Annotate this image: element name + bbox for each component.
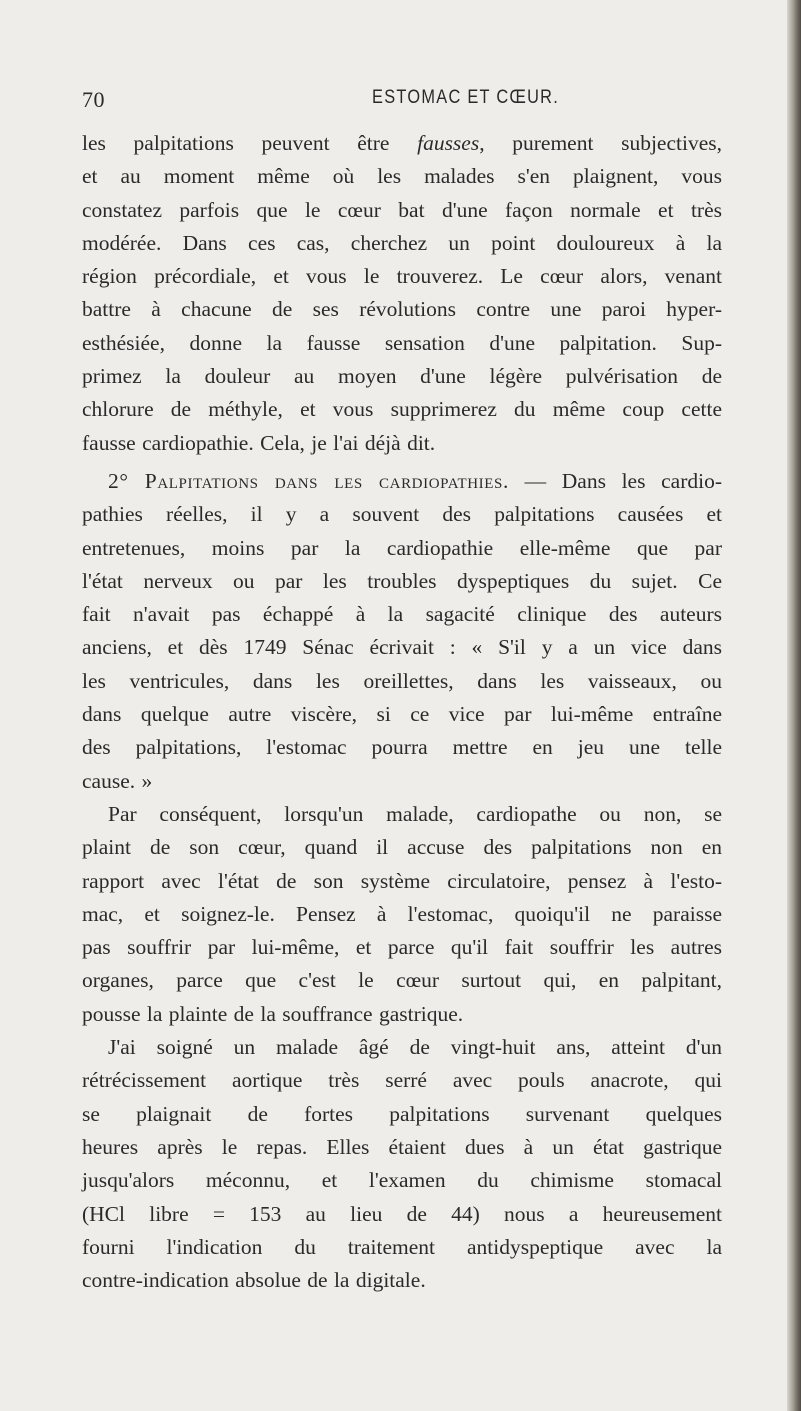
text-line: contre-indication absolue de la digitale. xyxy=(82,1268,426,1293)
text-line: fourni l'indication du traitement antidyspeptique avec la xyxy=(82,1234,722,1259)
text-line: (HCl libre = 153 au lieu de 44) nous a heureusement xyxy=(82,1201,722,1226)
text-line: organes, parce que c'est le cœur surtout qui, en palpitant, xyxy=(82,968,722,993)
text-line: J'ai soigné un malade âgé de vingt-huit ans, atteint d'un xyxy=(108,1035,722,1060)
text-line: constatez parfois que le cœur bat d'une façon normale et très xyxy=(82,197,722,222)
page-number: 70 xyxy=(82,87,105,112)
text-line: pousse la plainte de la souffrance gastrique. xyxy=(82,1001,464,1026)
text-line: battre à chacune de ses révolutions contre une paroi hyper- xyxy=(82,297,722,322)
text-line: région précordiale, et vous le trouverez. Le cœur alors, venant xyxy=(82,264,722,289)
text-line: les ventricules, dans les oreillettes, dans les vaisseaux, ou xyxy=(82,668,722,693)
text-line: mac, et soignez-le. Pensez à l'estomac, quoiqu'il ne paraisse xyxy=(82,901,722,926)
text-line: pas souffrir par lui-même, et parce qu'il fait souffrir les autres xyxy=(82,935,722,960)
text-line: anciens, et dès 1749 Sénac écrivait : « S'il y a un vice dans xyxy=(82,635,722,660)
section-heading-line: 2° Palpitations dans les cardiopathies. — Dans les cardio- xyxy=(108,468,722,493)
text-line: fausse cardiopathie. Cela, je l'ai déjà dit. xyxy=(82,430,436,455)
section-heading: 2° Palpitations dans les cardiopathies. xyxy=(108,468,509,493)
text-line: jusqu'alors méconnu, et l'examen du chimisme stomacal xyxy=(82,1168,722,1193)
emphasis-word: fausses xyxy=(417,131,480,155)
text-line: entretenues, moins par la cardiopathie elle-même que par xyxy=(82,535,722,560)
text-block xyxy=(82,127,722,1297)
text-line: et au moment même où les malades s'en plaignent, vous xyxy=(82,164,722,189)
text-line: cause. » xyxy=(82,768,153,793)
text-line: heures après le repas. Elles étaient dues à un état gastrique xyxy=(82,1134,722,1159)
text-line: dans quelque autre viscère, si ce vice par lui-même entraîne xyxy=(82,702,722,727)
text-line: fait n'avait pas échappé à la sagacité clinique des auteurs xyxy=(82,602,722,627)
text-line: primez la douleur au moyen d'une légère pulvérisation de xyxy=(82,364,722,389)
text-line: se plaignait de fortes palpitations survenant quelques xyxy=(82,1101,722,1126)
text-line: rétrécissement aortique très serré avec pouls anacrote, qui xyxy=(82,1068,722,1093)
running-title: ESTOMAC ET CŒUR. xyxy=(372,87,560,108)
text-line: pathies réelles, il y a souvent des palpitations causées et xyxy=(82,502,722,527)
text-line: les palpitations peuvent être fausses, purement subjectives, xyxy=(82,131,722,155)
text-line: rapport avec l'état de son système circulatoire, pensez à l'esto- xyxy=(82,868,722,893)
text-line: plaint de son cœur, quand il accuse des palpitations non en xyxy=(82,835,722,860)
text-line: chlorure de méthyle, et vous supprimerez du même coup cette xyxy=(82,397,722,422)
text-line: l'état nerveux ou par les troubles dyspeptiques du sujet. Ce xyxy=(82,568,722,593)
page-edge-shadow xyxy=(787,0,801,1411)
text-line: Par conséquent, lorsqu'un malade, cardiopathe ou non, se xyxy=(108,801,722,826)
text-line: modérée. Dans ces cas, cherchez un point douloureux à la xyxy=(82,230,722,255)
text-line: des palpitations, l'estomac pourra mettre en jeu une telle xyxy=(82,735,722,760)
text-line: esthésiée, donne la fausse sensation d'une palpitation. Sup- xyxy=(82,330,722,355)
running-head xyxy=(82,87,718,117)
